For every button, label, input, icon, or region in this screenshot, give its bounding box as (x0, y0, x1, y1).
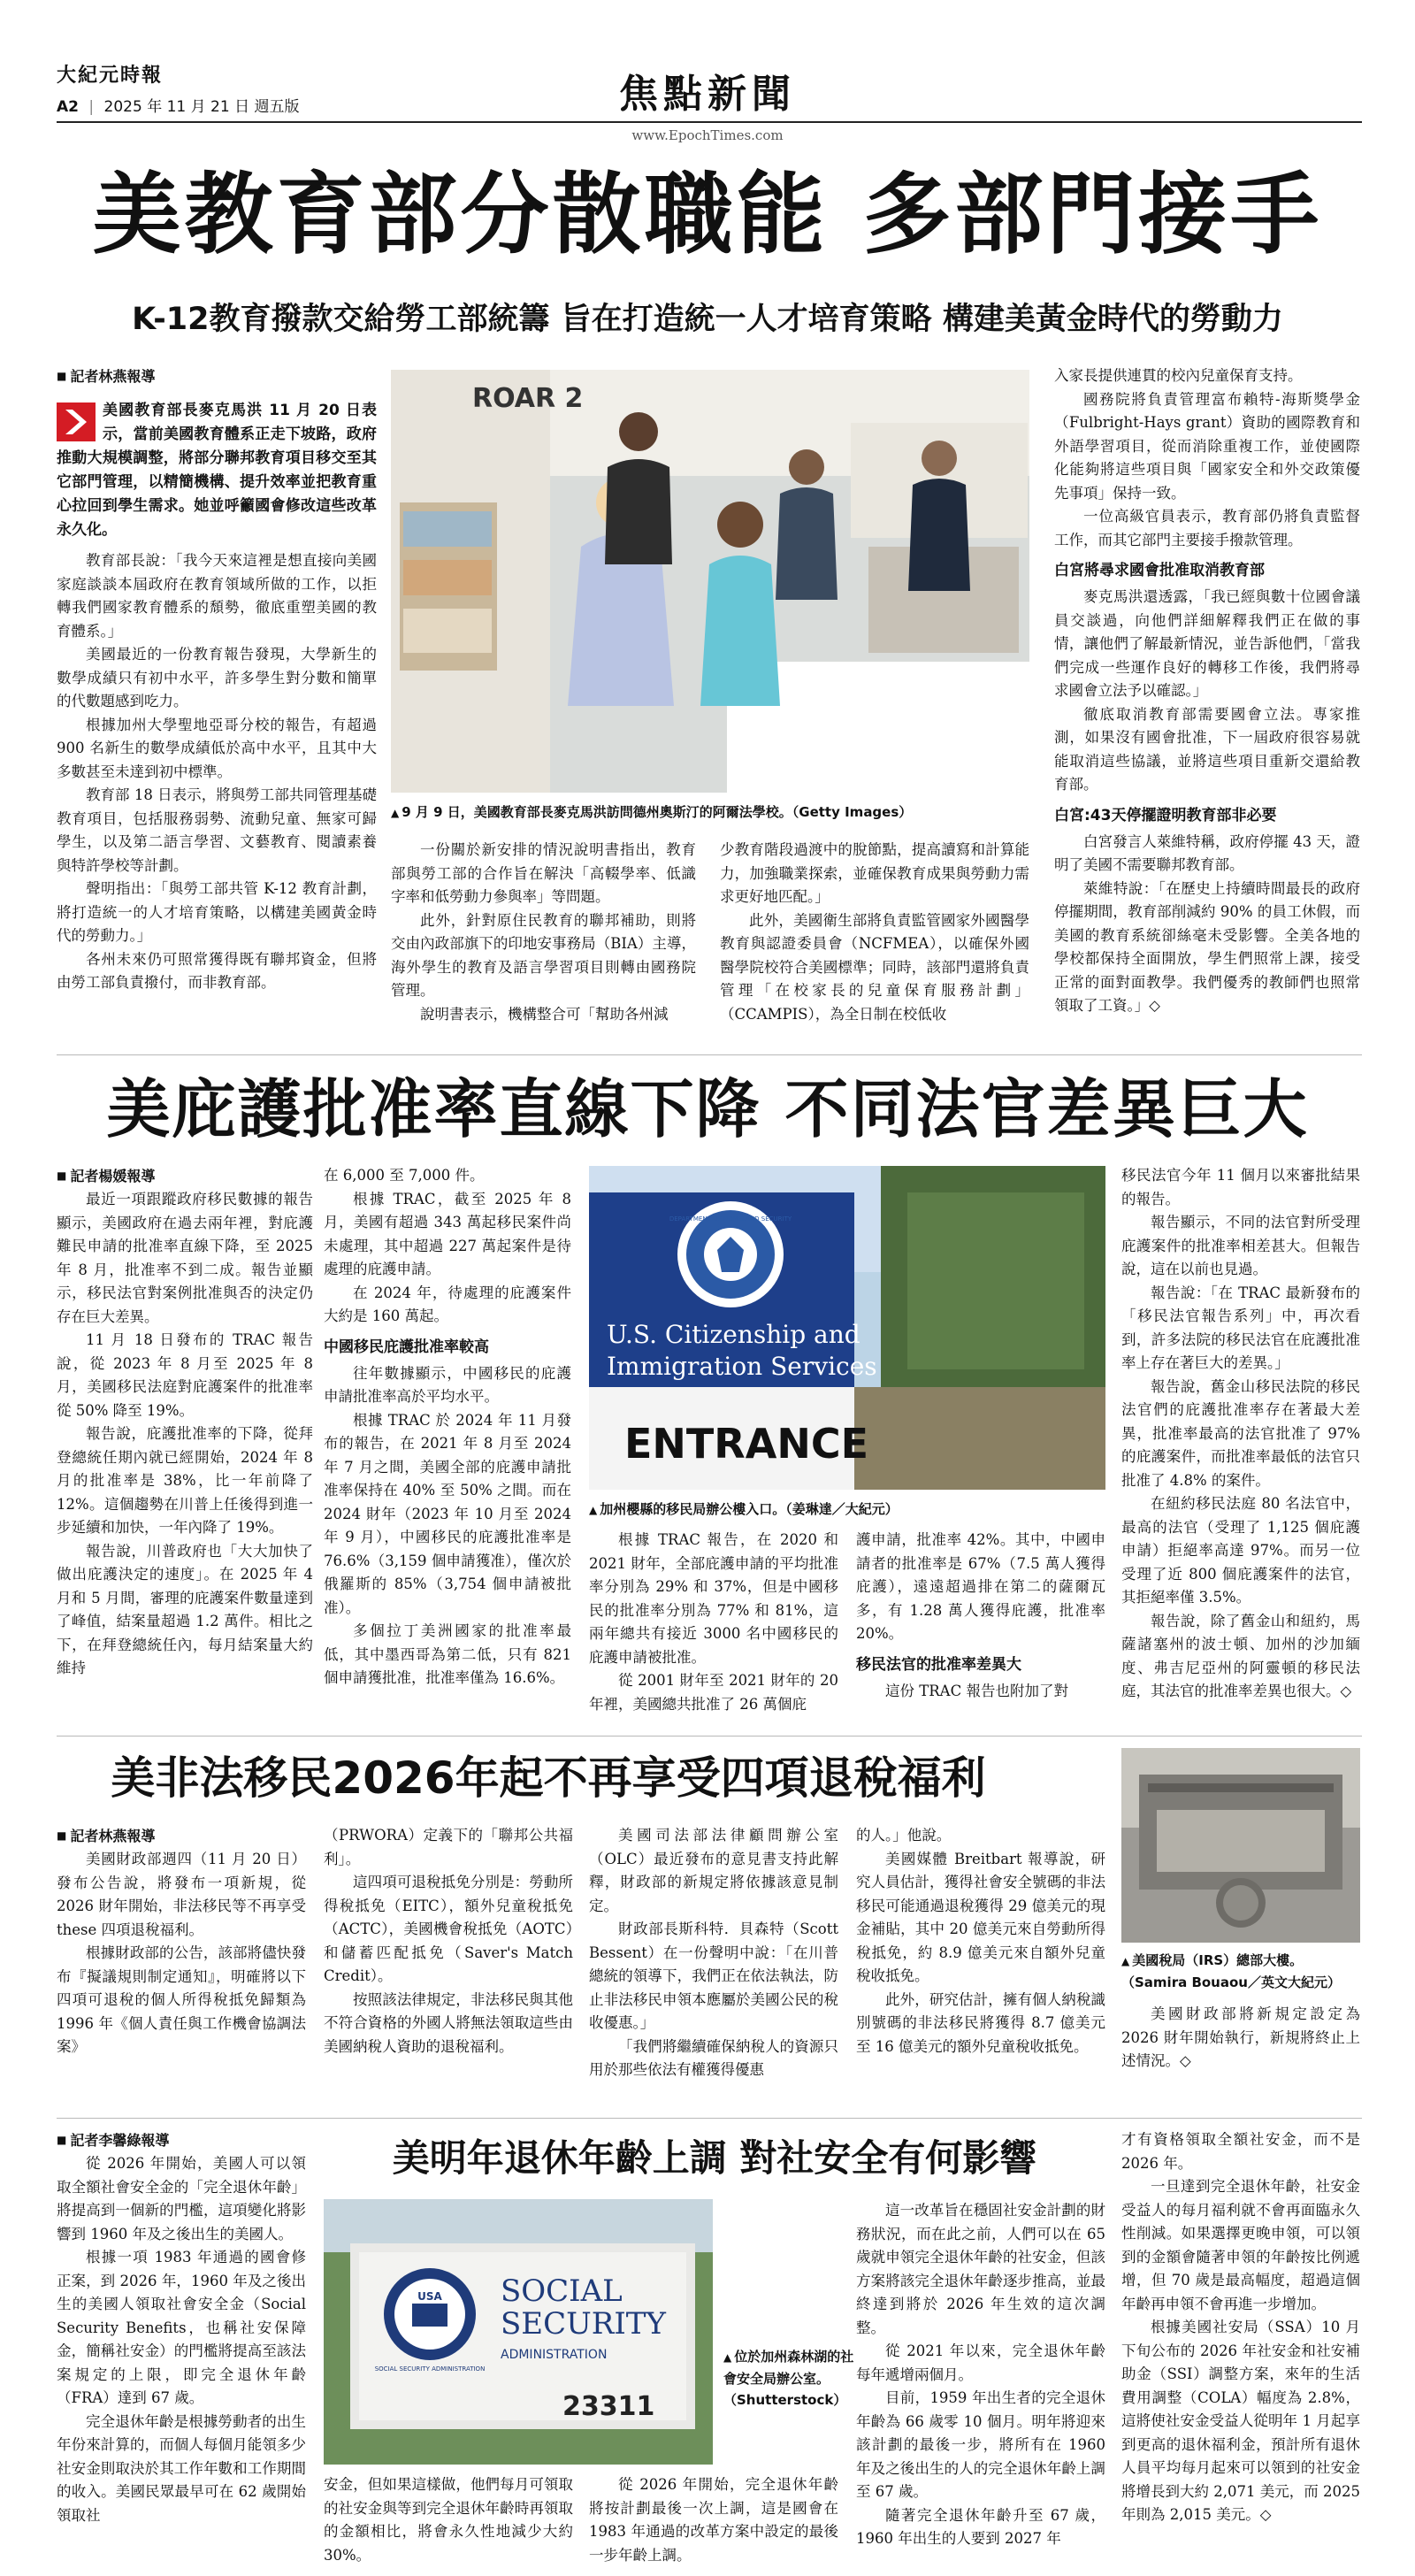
story2-col2 (324, 1164, 571, 1690)
story3-c1-p1: 美國財政部週四（11 月 20 日）發布公告說，將發布一項新規，從 2026 財年開始，非法移民等不再享受these 四項退稅福利。 (57, 1851, 306, 1938)
story1-c3-p1: 少教育階段過渡中的脫節點，提高讀寫和計算能力，加強職業探索，並確保教育成果與勞動力需求更好地匹配。」 (720, 841, 1029, 905)
story2-c2-p3: 在 2024 年，待處理的庇護案件大約是 160 萬起。 (324, 1284, 571, 1324)
story4-seal-text: SOCIAL SECURITY ADMINISTRATION (374, 2365, 486, 2373)
story4-c4-p3: 目前，1959 年出生者的完全退休年齡為 66 歲零 10 個月。明年將迎來該計劃的最後一步，將所有在 1960 年及之後出生的人的完全退休年齡上調至 67 歲。 (856, 2389, 1105, 2500)
story4-c5-p1: 才有資格領取全額社安金，而不是 2026 年。 (1121, 2131, 1360, 2172)
story4-col2 (324, 2473, 573, 2567)
story1-c4-p4: 麥克馬洪還透露，「我已經與數十位國會議員交談過，向他們詳細解釋我們正在做的事情，讓他們了解最新情況，並告訴他們，「當我們完成一些運作良好的轉移工作後，我們將尋求國會立法予以確認。」 (1054, 588, 1360, 699)
story3-c2-p3: 按照該法律規定，非法移民與其他不符合資格的外國人將無法領取這些由美國納稅人資助的退稅福利。 (324, 1990, 573, 2055)
story1-photo (391, 370, 1029, 793)
story3-c3-p3: 「我們將繼續確保納稅人的資源只用於那些依法有權獲得優惠 (589, 2037, 838, 2078)
story1-c1-p5: 聲明指出：「與勞工部共管 K-12 教育計劃，將打造統一的人才培育策略，以構建美國黃金時代的勞動力。」 (57, 880, 377, 944)
story2-c1-p3: 報告說，庇護批准率的下降，從拜登總統任期內就已經開始，2024 年 8 月的批准率是 38%，比一年前降了 12%。這個趨勢在川普上任後得到進一步延續和加快，一年內降了 19%。 (57, 1425, 313, 1536)
story4-col3 (589, 2473, 838, 2567)
story4-sign-line2: SECURITY (501, 2306, 666, 2342)
story2-sign-entrance: ENTRANCE (624, 1420, 868, 1468)
divider-3 (57, 2118, 1362, 2119)
story1-c1-p4: 教育部 18 日表示，將與勞工部共同管理基礎教育項目，包括服務弱勢、流動兒童、無家可歸學生，以及第二語言學習、文藝教育、閱讀素養與特許學校等計劃。 (57, 786, 377, 874)
story3-c5-p1: 美國財政部將新規定設定為 2026 財年開始執行，新規將終止上述情況。◇ (1121, 2005, 1360, 2069)
story3-headline: 美非法移民2026年起不再享受四項退稅福利 (111, 1752, 986, 1804)
story2-photo (589, 1166, 1105, 1490)
story1-c1-p1: 教育部長說：「我今天來這裡是想直接向美國家庭談談本屆政府在教育領域所做的工作，以拒轉我們國家教育體系的頹勢，徹底重塑美國的教育體系。」 (57, 552, 377, 640)
story1-c1-p6: 各州未來仍可照常獲得既有聯邦資金，但將由勞工部負責撥付，而非教育部。 (57, 950, 377, 991)
story2-c4-p2: 這份 TRAC 報告也附加了對 (885, 1682, 1068, 1699)
story1-c4-p7: 萊維特說：「在歷史上持續時間最長的政府停擺期間，教育部削減約 90% 的員工休假，而美國的教育系統卻絲毫未受影響。全美各地的學校都保持全面開放，學生們照常上課，接受正常的面對面教學。我們優秀的教師們也照常領取了工資。」◇ (1054, 879, 1360, 1014)
story2-c2-p6: 多個拉丁美洲國家的批准率最低，其中墨西哥為第二低，只有 821 個申請獲批准，批准率僅為 16.6%。 (324, 1622, 571, 1686)
story1-c2-p2: 此外，針對原住民教育的聯邦補助，則將交由內政部旗下的印地安事務局（BIA）主導，海外學生的教育及語言學習項目則轉由國務院管理。 (391, 911, 696, 999)
story4-c1-p2: 根據一項 1983 年通過的國會修正案，到 2026 年，1960 年及之後出生的美國人領取社會安全金（Social Security Benefits，也稱社安保障金，簡稱社安金）的門檻將提高至該法案規定的上限，即完全退休年齡（FRA）達到 67 歲。 (57, 2249, 306, 2406)
story4-c5-p2: 一旦達到完全退休年齡，社安金受益人的每月福利就不會再面臨永久性削減。如果選擇更晚申領，可以領到的金額會隨著申領的年齡按比例遞增，但 70 歲是最高幅度，超過這個年齡再申領不會再進一步增加。 (1121, 2178, 1360, 2312)
story1-c4-p1: 入家長提供連貫的校內兒童保育支持。 (1054, 367, 1303, 384)
story1-c4-p5: 徹底取消教育部需要國會立法。專家推測，如果沒有國會批准，下一屆政府很容易就能取消這些協議，並將這些項目重新交還給教育部。 (1054, 705, 1360, 793)
story2-subhead2: 移民法官的批准率差異大 (856, 1655, 1021, 1674)
story3-col1 (57, 1824, 306, 2059)
story2-c1-p4: 報告說，川普政府也「大大加快了做出庇護決定的速度」。在 2025 年 4 月和 5 月間，審理的庇護案件數量達到了峰值，結案量超過 1.2 萬件。相比之下，在拜登總統任內，每月結案量大約維持 (57, 1542, 313, 1676)
story2-c3-p1: 根據 TRAC 報告，在 2020 和 2021 財年，全部庇護申請的平均批准率分別為 29% 和 37%，但是中國移民的批准率分別為 77% 和 81%，這兩年總共有接近 3000 名中國移民的庇護申請被批准。 (589, 1531, 838, 1666)
story3-byline: ■ 記者林燕報導 (57, 1824, 306, 1848)
story2-c5-p3: 報告說：「在 TRAC 最新發布的「移民法官報告系列」中，再次看到，許多法院的移民法官在庇護批准率上存在著巨大的差異。」 (1121, 1284, 1360, 1371)
story2-sign-line2: Immigration Services (607, 1352, 877, 1381)
story1-c3-p2: 此外，美國衛生部將負責監管國家外國醫學教育與認證委員會（NCFMEA），以確保外國醫學院校符合美國標準；同時，該部門還將負責管理「在校家長的兒童保育服務計劃」（CCAMPIS），為全日制在校低收 (720, 911, 1029, 1023)
story2-c4-p1: 護申請，批准率 42%。其中，中國申請者的批准率是 67%（7.5 萬人獲得庇護），遠遠超過排在第二的薩爾瓦多，有 1.28 萬人獲得庇護，批准率 20%。 (856, 1531, 1105, 1642)
story2-c5-p4: 報告說，舊金山移民法院的移民法官們的庇護批准率存在著最大差異，批准率最高的法官批准了 97% 的庇護案件，而批准率最低的法官只批准了 4.8% 的案件。 (1121, 1377, 1360, 1489)
story2-photo-caption: ▲ 加州櫻縣的移民局辦公樓入口。（姜琳達／大紀元） (589, 1499, 1105, 1521)
story1-subheadline: K-12教育撥款交給勞工部統籌 旨在打造統一人才培育策略 構建美黃金時代的勞動力 (132, 302, 1283, 337)
page-number: A2 (57, 98, 79, 116)
website: www.EpochTimes.com (631, 127, 784, 143)
story3-photo-caption: ▲ 美國稅局（IRS）總部大樓。（Samira Bouaou／英文大紀元） (1121, 1950, 1360, 1993)
story2-subhead1: 中國移民庇護批准率較高 (324, 1338, 489, 1356)
story1-col1 (57, 364, 377, 995)
story3-c1-p2: 根據財政部的公告，該部將儘快發布『擬議規則制定通知』，明確將以下四項可退稅的個人所得稅抵免歸類為 1996 年《個人責任與工作機會協調法案》 (57, 1944, 306, 2055)
story3-c4-p3: 此外，研究估計，擁有個人納稅識別號碼的非法移民將獲得 8.7 億美元至 16 億美元的額外兒童稅收抵免。 (856, 1990, 1105, 2055)
story4-seal-usa: USA (417, 2290, 442, 2303)
story4-col1 (57, 2128, 306, 2527)
story2-c3-p2: 從 2001 財年至 2021 財年的 20 年裡，美國總共批准了 26 萬個庇 (589, 1672, 838, 1713)
story1-photo-caption: ▲ 9 月 9 日，美國教育部長麥克馬洪訪問德州奧斯汀的阿爾法學校。（Getty Images） (391, 801, 1029, 824)
story4-c1-p1: 從 2026 年開始，美國人可以領取全額社會安全金的「完全退休年齡」將提高到一個新的門檻，這項變化將影響到 1960 年及之後出生的美國人。 (57, 2155, 306, 2242)
story2-c5-p5: 在紐約移民法庭 80 名法官中，最高的法官（受理了 1,125 個庇護申請）拒絕率高達 97%。而另一位受理了近 800 個庇護案件的法官，其拒絕率僅 3.5%。 (1121, 1495, 1360, 1606)
story4-c5-p3: 根據美國社安局（SSA）10 月下旬公布的 2026 年社安金和社安補助金（SSI）調整方案，來年的生活費用調整（COLA）幅度為 2.8%，這將使社安金受益人從明年 1 月起享到更高的退休福利金，預計所有退休人員平均每月起來可以領到的社安金將增長到大約 2,071 美元，而 2025 年則為 2,015 美元。◇ (1121, 2319, 1360, 2523)
story1-byline: ■ 記者林燕報導 (57, 364, 377, 388)
story1-col3 (720, 839, 1029, 1026)
story2-col4 (856, 1529, 1105, 1703)
story2-c1-p1: 最近一項跟蹤政府移民數據的報告顯示，美國政府在過去兩年裡，對庇護難民申請的批准率直線下降，至 2025 年 8 月，批准率不到二成。報告並顯示，移民法官對案例批准與否的決定仍存在巨大差異。 (57, 1191, 313, 1325)
story1-c4-p3: 一位高級官員表示，教育部仍將負責監督工作，而其它部門主要接手撥款管理。 (1054, 508, 1360, 548)
story2-byline: ■ 記者楊媛報導 (57, 1164, 313, 1188)
story2-c5-p2: 報告顯示，不同的法官對所受理庇護案件的批准率相差甚大。但報告說，這在以前也見過。 (1121, 1214, 1360, 1277)
story4-c1-p3: 完全退休年齡是根據勞動者的出生年份來計算的，而個人每個月能領多少社安金則取決於其工作年數和工作期間的收入。美國民眾最早可在 62 歲開始領取社 (57, 2412, 306, 2524)
story2-col3 (589, 1529, 838, 1716)
story3-col5 (1121, 2003, 1360, 2074)
story2-c2-p4: 往年數據顯示，中國移民的庇護申請批准率高於平均水平。 (324, 1364, 571, 1405)
paper-name: 大紀元時報 (57, 64, 164, 87)
story1-col4 (1054, 364, 1360, 1018)
story1-c2-p1: 一份關於新安排的情況說明書指出，教育部與勞工部的合作旨在解決「高輟學率、低識字率和低勞動力參與率」等問題。 (391, 841, 696, 905)
story1-photo-sign: ROAR 2 (472, 383, 584, 414)
story4-c3-p1: 從 2026 年開始，完全退休年齡將按計劃最後一次上調，這是國會在 1983 年通過的改革方案中設定的最後一步年齡上調。 (589, 2476, 838, 2564)
section-title: 焦點新聞 (619, 72, 796, 117)
story2-c2-p1: 在 6,000 至 7,000 件。 (324, 1167, 485, 1184)
story4-sign-line1: SOCIAL (501, 2273, 623, 2309)
divider-1 (57, 1054, 1362, 1055)
story1-col2 (391, 839, 696, 1026)
story1-c2-p3: 說明書表示，機構整合可「幫助各州減 (420, 1005, 669, 1023)
story3-photo (1121, 1748, 1360, 1943)
story2-sign-line1: U.S. Citizenship and (607, 1320, 860, 1349)
story2-c1-p2: 11 月 18 日發布的 TRAC 報告說，從 2023 年 8 月至 2025 年 8 月，美國移民法庭對庇護案件的批准率從 50% 降至 19%。 (57, 1331, 313, 1419)
masthead (0, 0, 1415, 155)
issue-date: 2025 年 11 月 21 日 週五版 (103, 98, 300, 116)
story1-lead (57, 399, 377, 542)
story2-c2-p2: 根據 TRAC，截至 2025 年 8 月，美國有超過 343 萬起移民案件尚未處理，其中超過 227 萬起案件是待處理的庇護申請。 (324, 1190, 571, 1277)
story1-c1-p2: 美國最近的一份教育報告發現，大學新生的數學成績只有初中水平，許多學生對分數和簡單的代數題感到吃力。 (57, 646, 377, 709)
story3-col2 (324, 1824, 573, 2058)
story4-headline: 美明年退休年齡上調 對社安全有何影響 (392, 2136, 1037, 2180)
story4-c2-p1: 安金，但如果這樣做，他們每月可領取的社安金與等到完全退休年齡時再領取的金額相比，將會永久性地減少大約 30%。 (324, 2476, 573, 2564)
story4-c4-p2: 從 2021 年以來，完全退休年齡每年遞增兩個月。 (856, 2342, 1105, 2383)
masthead-rule (57, 121, 1362, 123)
story2-c5-p1: 移民法官今年 11 個月以來審批結果的報告。 (1121, 1167, 1360, 1208)
story2-c5-p6: 報告說，除了舊金山和紐約，馬薩諸塞州的波士頓、加州的沙加緬度、弗吉尼亞州的阿靈頓的移民法庭，其法官的批准率差異也很大。◇ (1121, 1612, 1360, 1699)
story3-c3-p1: 美國司法部法律顧問辦公室（OLC）最近發布的意見書支持此解釋，財政部的新規定將依據該意見制定。 (589, 1827, 838, 1914)
story4-sign-number: 23311 (562, 2391, 655, 2422)
story1-headline: 美教育部分散職能 多部門接手 (92, 162, 1323, 266)
story4-photo-caption: ▲ 位於加州森林湖的社會安全局辦公室。（Shutterstock） (723, 2346, 856, 2411)
story3-c2-p1: （PRWORA）定義下的「聯邦公共福利」。 (324, 1827, 573, 1867)
story2-headline: 美庇護批准率直線下降 不同法官差異巨大 (106, 1072, 1309, 1146)
story1-lead-text: 美國教育部長麥克馬洪 11 月 20 日表示，當前美國教育體系正走下坡路，政府推動大規模調整，將部分聯邦教育項目移交至其它部門管理，以精簡機構、提升效率並把教育重心拉回到學生需求。她並呼籲國會修改這些改革永久化。 (57, 402, 377, 539)
story3-c4-p2: 美國媒體 Breitbart 報導說，研究人員估計，獲得社會安全號碼的非法移民可能通過退稅獲得 29 億美元的現金補貼，其中 20 億美元來自勞動所得稅抵免，約 8.9 億美元來自額外兒童稅收抵免。 (856, 1850, 1105, 1984)
story2-seal-text: DEPARTMENT OF HOMELAND SECURITY (669, 1215, 792, 1223)
story1-subhead1: 白宮將尋求國會批准取消教育部 (1054, 562, 1265, 579)
story2-col5 (1121, 1164, 1360, 1704)
story4-photo (324, 2199, 713, 2465)
story2-col1 (57, 1164, 313, 1681)
story3-c3-p2: 財政部長斯科特．貝森特（Scott Bessent）在一份聲明中說：「在川普總統的領導下，我們正在依法執法，防止非法移民申領本應屬於美國公民的稅收優惠。」 (589, 1920, 838, 2031)
story3-c2-p2: 這四項可退稅抵免分別是：勞動所得稅抵免（EITC），額外兒童稅抵免（ACTC），美國機會稅抵免（AOTC）和儲蓄匹配抵免（Saver's Match Credit）。 (324, 1874, 573, 1984)
story2-c2-p5: 根據 TRAC 於 2024 年 11 月發布的報告，在 2021 年 8 月至 2024 年 7 月之間，美國全部的庇護申請批准率保持在 40% 至 50% 之間。而在 2024 財年（2023 年 10 月至 2024 年 9 月），中國移民的庇護批准率是 76.6%（3,159 個申請獲准），僅次於俄羅斯的 85%（3,754 個申請被批准）。 (324, 1411, 571, 1616)
story3-c4-p1: 的人。」他說。 (856, 1827, 952, 1844)
story4-c4-p4: 隨著完全退休年齡升至 67 歲，1960 年出生的人要到 2027 年 (856, 2506, 1105, 2547)
story4-col4 (856, 2199, 1105, 2551)
story1-subhead2: 白宮:43天停擺證明教育部非必要 (1054, 806, 1277, 824)
story4-c4-p1: 這一改革旨在穩固社安金計劃的財務狀況，而在此之前，人們可以在 65 歲就申領完全退休年齡的社安金，但該方案將該完全退休年齡逐步推高，並最終達到將於 2026 年生效的這次調整。 (856, 2202, 1105, 2336)
lead-marker-icon (57, 402, 96, 441)
story1-c1-p3: 根據加州大學聖地亞哥分校的報告，有超過 900 名新生的數學成績低於高中水平，且其中大多數甚至未達到初中標準。 (57, 716, 377, 780)
story3-col3 (589, 1824, 838, 2082)
story4-col5 (1121, 2128, 1360, 2527)
story4-sign-line3: ADMINISTRATION (501, 2348, 608, 2362)
page-info: A2 | 2025 年 11 月 21 日 週五版 (57, 98, 300, 116)
story1-c4-p6: 白宮發言人萊維特稱，政府停擺 43 天，證明了美國不需要聯邦教育部。 (1054, 832, 1360, 873)
story1-c4-p2: 國務院將負責管理富布賴特-海斯獎學金（Fulbright-Hays grant）資助的國際教育和外語學習項目，從而消除重複工作，並使國際化能夠將這些項目與「國家安全和外交政策優先事項」保持一致。 (1054, 390, 1360, 502)
story3-col4 (856, 1824, 1105, 2058)
story4-byline: ■ 記者李馨綠報導 (57, 2128, 306, 2152)
